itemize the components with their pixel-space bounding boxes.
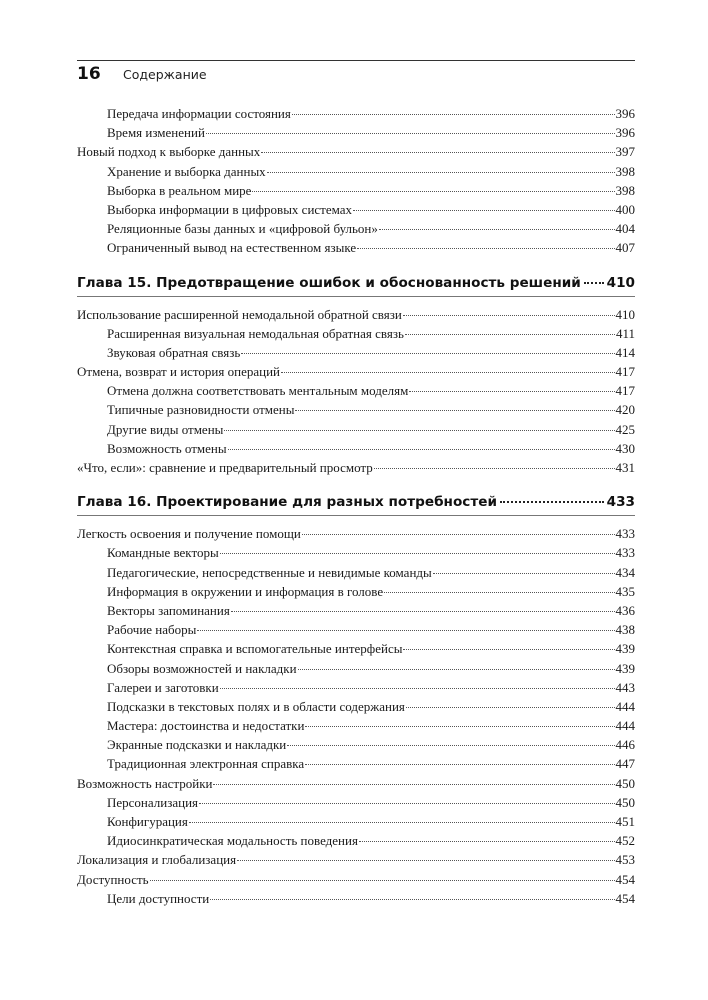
toc-section-entry bbox=[77, 362, 635, 381]
toc-subsection-entry bbox=[77, 831, 635, 850]
toc-entry-title: Ограниченный вывод на естественном языке bbox=[107, 240, 357, 256]
toc-subsection-entry bbox=[77, 754, 635, 773]
toc-entry-title: Хранение и выборка данных bbox=[107, 163, 266, 179]
toc-subsection-entry bbox=[77, 620, 635, 639]
toc-subsection-entry bbox=[77, 381, 635, 400]
toc-entry-page: 434 bbox=[615, 564, 635, 580]
toc-entry-title: Персонализация bbox=[107, 794, 199, 810]
dot-leader bbox=[403, 315, 615, 316]
toc-entry-page: 417 bbox=[615, 364, 635, 380]
toc-entry-page: 451 bbox=[615, 814, 635, 829]
dot-leader bbox=[357, 248, 614, 249]
toc-entry-title: Галереи и заготовки bbox=[107, 679, 219, 695]
toc-entry-page: 454 bbox=[615, 890, 635, 906]
toc-subsection-entry bbox=[77, 420, 635, 439]
toc-entry-title: Контекстная справка и вспомогательные интерфейсы bbox=[107, 641, 403, 657]
toc-entry-page: 417 bbox=[615, 383, 635, 399]
toc-subsection-entry bbox=[77, 601, 635, 620]
dot-leader bbox=[353, 210, 614, 211]
toc-entry-page: 444 bbox=[615, 718, 635, 734]
dot-leader bbox=[359, 841, 615, 842]
toc-section-entry bbox=[77, 774, 635, 793]
toc-entry-title: Педагогические, непосредственные и невидимые команды bbox=[107, 564, 432, 580]
toc-subsection-entry bbox=[77, 543, 635, 562]
dot-leader bbox=[500, 501, 604, 503]
toc-subsection-entry bbox=[77, 439, 635, 458]
dot-leader bbox=[206, 133, 615, 134]
toc-entry-title: Новый подход к выборке данных bbox=[77, 144, 261, 160]
toc-subsection-entry bbox=[77, 104, 635, 123]
toc-entry-title: Реляционные базы данных и «цифровой бульон» bbox=[107, 221, 378, 237]
dot-leader bbox=[379, 229, 615, 230]
toc-entry-title: Локализация и глобализация bbox=[77, 852, 237, 868]
toc-entry-title: Глава 15. Предотвращение ошибок и обоснованность решений bbox=[77, 274, 581, 291]
dot-leader bbox=[406, 707, 615, 708]
toc-entry-title: Звуковая обратная связь bbox=[107, 344, 241, 360]
toc-subsection-entry bbox=[77, 343, 635, 362]
dot-leader bbox=[228, 449, 615, 450]
toc-entry-page: 443 bbox=[615, 679, 635, 695]
toc-entry-page: 444 bbox=[615, 698, 635, 714]
toc-subsection-entry bbox=[77, 659, 635, 678]
toc-entry-title: Возможность отмены bbox=[107, 440, 227, 456]
toc-section-entry bbox=[77, 305, 635, 324]
toc-section-entry bbox=[77, 458, 635, 477]
toc-subsection-entry bbox=[77, 678, 635, 697]
dot-leader bbox=[584, 282, 604, 284]
table-of-contents bbox=[77, 104, 635, 908]
toc-subsection-entry bbox=[77, 324, 635, 343]
toc-entry-title: Традиционная электронная справка bbox=[107, 756, 305, 772]
toc-chapter-heading bbox=[77, 275, 635, 297]
toc-entry-page: 436 bbox=[615, 602, 635, 618]
dot-leader bbox=[305, 764, 614, 765]
toc-entry-title: «Что, если»: сравнение и предварительный просмотр bbox=[77, 460, 373, 475]
toc-entry-page: 439 bbox=[615, 641, 635, 657]
toc-entry-page: 430 bbox=[615, 440, 635, 456]
dot-leader bbox=[261, 152, 614, 153]
toc-entry-page: 414 bbox=[615, 344, 635, 360]
page-header bbox=[77, 60, 635, 89]
toc-entry-title: Цели доступности bbox=[107, 890, 210, 906]
dot-leader bbox=[224, 430, 614, 431]
toc-entry-title: Мастера: достоинства и недостатки bbox=[107, 718, 305, 734]
toc-chapter-heading bbox=[77, 494, 635, 516]
toc-entry-page: 410 bbox=[615, 306, 635, 322]
toc-section-entry bbox=[77, 524, 635, 543]
toc-entry-title: Обзоры возможностей и накладки bbox=[107, 660, 297, 676]
toc-subsection-entry bbox=[77, 735, 635, 754]
toc-entry-page: 447 bbox=[615, 756, 635, 772]
toc-subsection-entry bbox=[77, 238, 635, 257]
toc-entry-title: Отмена, возврат и история операций bbox=[77, 364, 280, 380]
dot-leader bbox=[287, 745, 614, 746]
toc-entry-page: 454 bbox=[615, 871, 635, 887]
toc-entry-page: 452 bbox=[615, 833, 635, 849]
toc-entry-title: Командные векторы bbox=[107, 545, 219, 561]
dot-leader bbox=[302, 534, 615, 535]
toc-entry-page: 407 bbox=[615, 240, 635, 256]
dot-leader bbox=[189, 822, 615, 823]
toc-entry-title: Возможность настройки bbox=[77, 775, 213, 791]
toc-subsection-entry bbox=[77, 219, 635, 238]
toc-entry-page: 398 bbox=[615, 163, 635, 179]
dot-leader bbox=[237, 860, 614, 861]
toc-entry-page: 396 bbox=[615, 125, 635, 141]
running-title: Содержание bbox=[123, 67, 207, 82]
toc-entry-page: 439 bbox=[615, 660, 635, 676]
dot-leader bbox=[403, 649, 614, 650]
toc-subsection-entry bbox=[77, 162, 635, 181]
dot-leader bbox=[199, 803, 614, 804]
dot-leader bbox=[305, 726, 614, 727]
toc-entry-page: 450 bbox=[615, 775, 635, 791]
toc-entry-title: Идиосинкратическая модальность поведения bbox=[107, 833, 358, 849]
toc-entry-title: Отмена должна соответствовать ментальным моделям bbox=[107, 383, 409, 399]
toc-entry-page: 397 bbox=[615, 144, 635, 160]
toc-entry-title: Другие виды отмены bbox=[107, 421, 224, 437]
dot-leader bbox=[281, 372, 615, 373]
toc-entry-title: Векторы запоминания bbox=[107, 602, 230, 618]
toc-entry-title: Конфигурация bbox=[107, 814, 188, 829]
toc-subsection-entry bbox=[77, 639, 635, 658]
page-number: 16 bbox=[77, 64, 101, 84]
toc-entry-title: Использование расширенной немодальной обратной связи bbox=[77, 306, 402, 322]
toc-entry-page: 453 bbox=[615, 852, 635, 868]
toc-subsection-entry bbox=[77, 563, 635, 582]
toc-entry-page: 398 bbox=[615, 182, 635, 198]
dot-leader bbox=[210, 899, 614, 900]
toc-entry-title: Подсказки в текстовых полях и в области содержания bbox=[107, 698, 405, 714]
toc-subsection-entry bbox=[77, 716, 635, 735]
toc-entry-page: 411 bbox=[615, 325, 635, 341]
toc-subsection-entry bbox=[77, 400, 635, 419]
dot-leader bbox=[213, 784, 614, 785]
toc-entry-title: Выборка в реальном мире bbox=[107, 182, 252, 198]
toc-entry-title: Информация в окружении и информация в голове bbox=[107, 583, 384, 599]
dot-leader bbox=[409, 391, 614, 392]
dot-leader bbox=[405, 334, 615, 335]
toc-entry-page: 446 bbox=[615, 737, 635, 753]
dot-leader bbox=[197, 630, 614, 631]
toc-entry-page: 450 bbox=[615, 794, 635, 810]
toc-subsection-entry bbox=[77, 181, 635, 200]
dot-leader bbox=[433, 573, 615, 574]
toc-entry-page: 396 bbox=[615, 106, 635, 121]
toc-entry-page: 410 bbox=[606, 274, 635, 291]
toc-entry-title: Экранные подсказки и накладки bbox=[107, 737, 287, 753]
toc-entry-title: Типичные разновидности отмены bbox=[107, 402, 295, 418]
toc-entry-title: Расширенная визуальная немодальная обратная связь bbox=[107, 325, 404, 341]
dot-leader bbox=[298, 669, 615, 670]
dot-leader bbox=[150, 880, 615, 881]
dot-leader bbox=[252, 191, 614, 192]
toc-entry-page: 433 bbox=[606, 494, 635, 511]
dot-leader bbox=[292, 114, 615, 115]
toc-entry-title: Время изменений bbox=[107, 125, 205, 141]
toc-entry-title: Легкость освоения и получение помощи bbox=[77, 526, 301, 542]
toc-section-entry bbox=[77, 142, 635, 161]
toc-subsection-entry bbox=[77, 889, 635, 908]
toc-subsection-entry bbox=[77, 123, 635, 142]
toc-entry-page: 404 bbox=[615, 221, 635, 237]
toc-subsection-entry bbox=[77, 793, 635, 812]
toc-entry-page: 433 bbox=[615, 526, 635, 542]
toc-entry-title: Доступность bbox=[77, 871, 149, 887]
toc-entry-page: 431 bbox=[615, 460, 635, 475]
toc-entry-page: 435 bbox=[615, 583, 635, 599]
toc-entry-page: 420 bbox=[615, 402, 635, 418]
dot-leader bbox=[295, 410, 614, 411]
toc-entry-title: Выборка информации в цифровых системах bbox=[107, 201, 353, 217]
toc-subsection-entry bbox=[77, 200, 635, 219]
toc-entry-page: 433 bbox=[615, 545, 635, 561]
toc-entry-page: 438 bbox=[615, 622, 635, 638]
dot-leader bbox=[220, 688, 615, 689]
dot-leader bbox=[241, 353, 614, 354]
dot-leader bbox=[220, 553, 615, 554]
dot-leader bbox=[374, 468, 615, 469]
toc-entry-page: 425 bbox=[615, 421, 635, 437]
toc-entry-title: Передача информации состояния bbox=[107, 106, 291, 121]
toc-subsection-entry bbox=[77, 582, 635, 601]
toc-entry-title: Рабочие наборы bbox=[107, 622, 197, 638]
toc-entry-title: Глава 16. Проектирование для разных потребностей bbox=[77, 494, 497, 511]
toc-entry-page: 400 bbox=[615, 201, 635, 217]
toc-section-entry bbox=[77, 870, 635, 889]
dot-leader bbox=[384, 592, 614, 593]
dot-leader bbox=[267, 172, 615, 173]
toc-section-entry bbox=[77, 850, 635, 869]
toc-subsection-entry bbox=[77, 697, 635, 716]
dot-leader bbox=[231, 611, 615, 612]
toc-subsection-entry bbox=[77, 812, 635, 831]
